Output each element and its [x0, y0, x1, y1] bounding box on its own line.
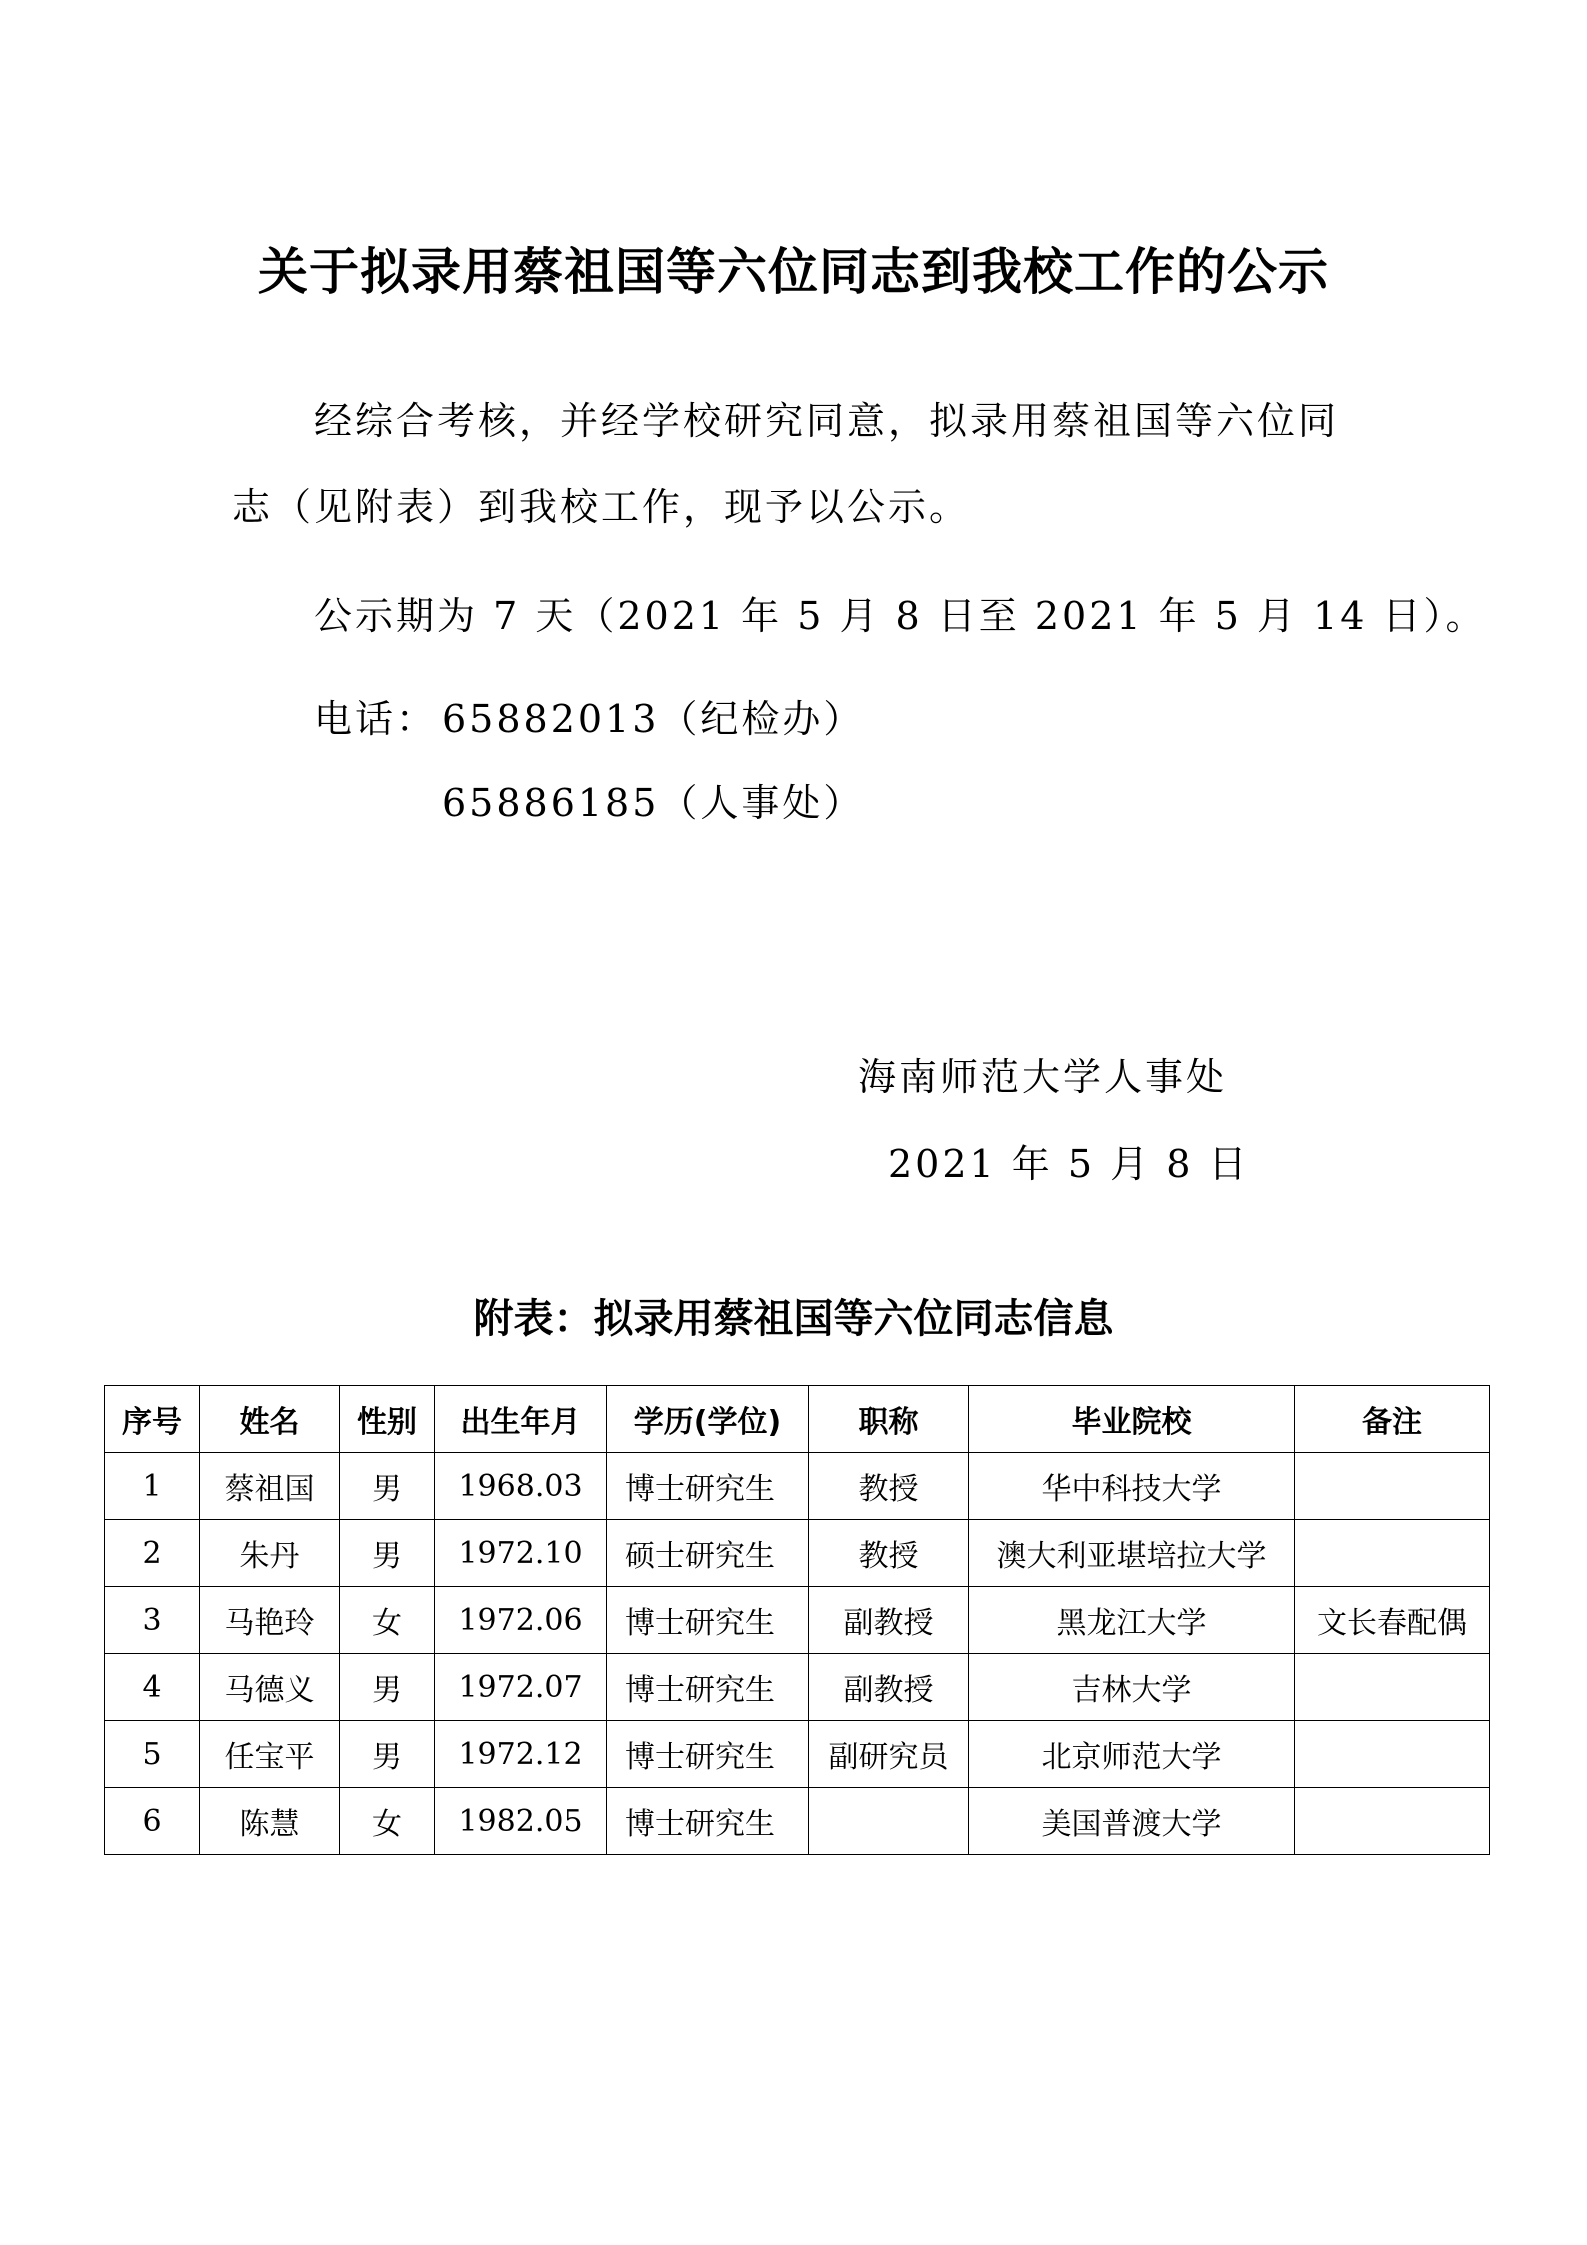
table-cell: 陈慧: [200, 1788, 340, 1855]
table-cell: 1968.03: [435, 1453, 607, 1520]
table-row: [105, 1587, 1490, 1654]
table-cell: [1295, 1788, 1490, 1855]
table-cell: 博士研究生: [607, 1453, 809, 1520]
table-cell: 1972.06: [435, 1587, 607, 1654]
phone-line-1: [314, 688, 864, 743]
table-cell: 博士研究生: [607, 1654, 809, 1721]
header-cell: 性别: [340, 1386, 435, 1453]
table-cell: 1: [105, 1453, 200, 1520]
phone-number-hr: 65886185（人事处）: [442, 781, 865, 825]
table-cell: 1982.05: [435, 1788, 607, 1855]
table-row: [105, 1453, 1490, 1520]
table-row: [105, 1788, 1490, 1855]
table-cell: [1295, 1520, 1490, 1587]
table-cell: 男: [340, 1520, 435, 1587]
table-cell: 朱丹: [200, 1520, 340, 1587]
table-cell: 硕士研究生: [607, 1520, 809, 1587]
signature-date: 2021 年 5 月 8 日: [888, 1142, 1250, 1186]
header-cell: 学历(学位): [607, 1386, 809, 1453]
table-cell: 女: [340, 1587, 435, 1654]
body-paragraph: 经综合考核，并经学校研究同意，拟录用蔡祖国等六位同志（见附表）到我校工作，现予以公示。: [232, 399, 1340, 529]
table-cell: 4: [105, 1654, 200, 1721]
table-cell: 博士研究生: [607, 1788, 809, 1855]
signature-org: 海南师范大学人事处: [858, 1055, 1228, 1099]
table-cell: 男: [340, 1453, 435, 1520]
header-cell: 序号: [105, 1386, 200, 1453]
table-row: [105, 1721, 1490, 1788]
table-cell: 副研究员: [809, 1721, 969, 1788]
appendix-table: [104, 1385, 1490, 1855]
table-cell: 1972.12: [435, 1721, 607, 1788]
table-cell: 5: [105, 1721, 200, 1788]
table-cell: [809, 1788, 969, 1855]
table-cell: 任宝平: [200, 1721, 340, 1788]
table-cell: 博士研究生: [607, 1587, 809, 1654]
table-cell: 北京师范大学: [969, 1721, 1295, 1788]
table-cell: 女: [340, 1788, 435, 1855]
table-cell: [1295, 1453, 1490, 1520]
table-cell: 博士研究生: [607, 1721, 809, 1788]
table-cell: 教授: [809, 1520, 969, 1587]
table-cell: 美国普渡大学: [969, 1788, 1295, 1855]
phone-label: 电话：: [314, 697, 438, 741]
header-cell: 备注: [1295, 1386, 1490, 1453]
table-cell: 1972.10: [435, 1520, 607, 1587]
table-cell: 2: [105, 1520, 200, 1587]
table-cell: 副教授: [809, 1654, 969, 1721]
table-row: [105, 1520, 1490, 1587]
header-cell: 出生年月: [435, 1386, 607, 1453]
table-cell: 副教授: [809, 1587, 969, 1654]
table-cell: 马艳玲: [200, 1587, 340, 1654]
table-header-row: [105, 1386, 1490, 1453]
table-cell: 6: [105, 1788, 200, 1855]
table-cell: 男: [340, 1721, 435, 1788]
table-cell: 吉林大学: [969, 1654, 1295, 1721]
table-cell: [1295, 1721, 1490, 1788]
header-cell: 毕业院校: [969, 1386, 1295, 1453]
table-cell: 马德义: [200, 1654, 340, 1721]
appendix-title: 附表：拟录用蔡祖国等六位同志信息: [473, 1296, 1114, 1342]
table-cell: 教授: [809, 1453, 969, 1520]
header-cell: 职称: [809, 1386, 969, 1453]
table-cell: 文长春配偶: [1295, 1587, 1490, 1654]
table-cell: 1972.07: [435, 1654, 607, 1721]
table-cell: 黑龙江大学: [969, 1587, 1295, 1654]
table-cell: 华中科技大学: [969, 1453, 1295, 1520]
table-row: [105, 1654, 1490, 1721]
phone-number-discipline: 65882013（纪检办）: [442, 697, 865, 741]
document-title: 关于拟录用蔡祖国等六位同志到我校工作的公示: [258, 243, 1329, 301]
table-cell: 3: [105, 1587, 200, 1654]
table-cell: 澳大利亚堪培拉大学: [969, 1520, 1295, 1587]
table-cell: 男: [340, 1654, 435, 1721]
table-cell: 蔡祖国: [200, 1453, 340, 1520]
publicity-period: 公示期为 7 天（2021 年 5 月 8 日至 2021 年 5 月 14 日）。: [314, 594, 1487, 638]
table-cell: [1295, 1654, 1490, 1721]
header-cell: 姓名: [200, 1386, 340, 1453]
